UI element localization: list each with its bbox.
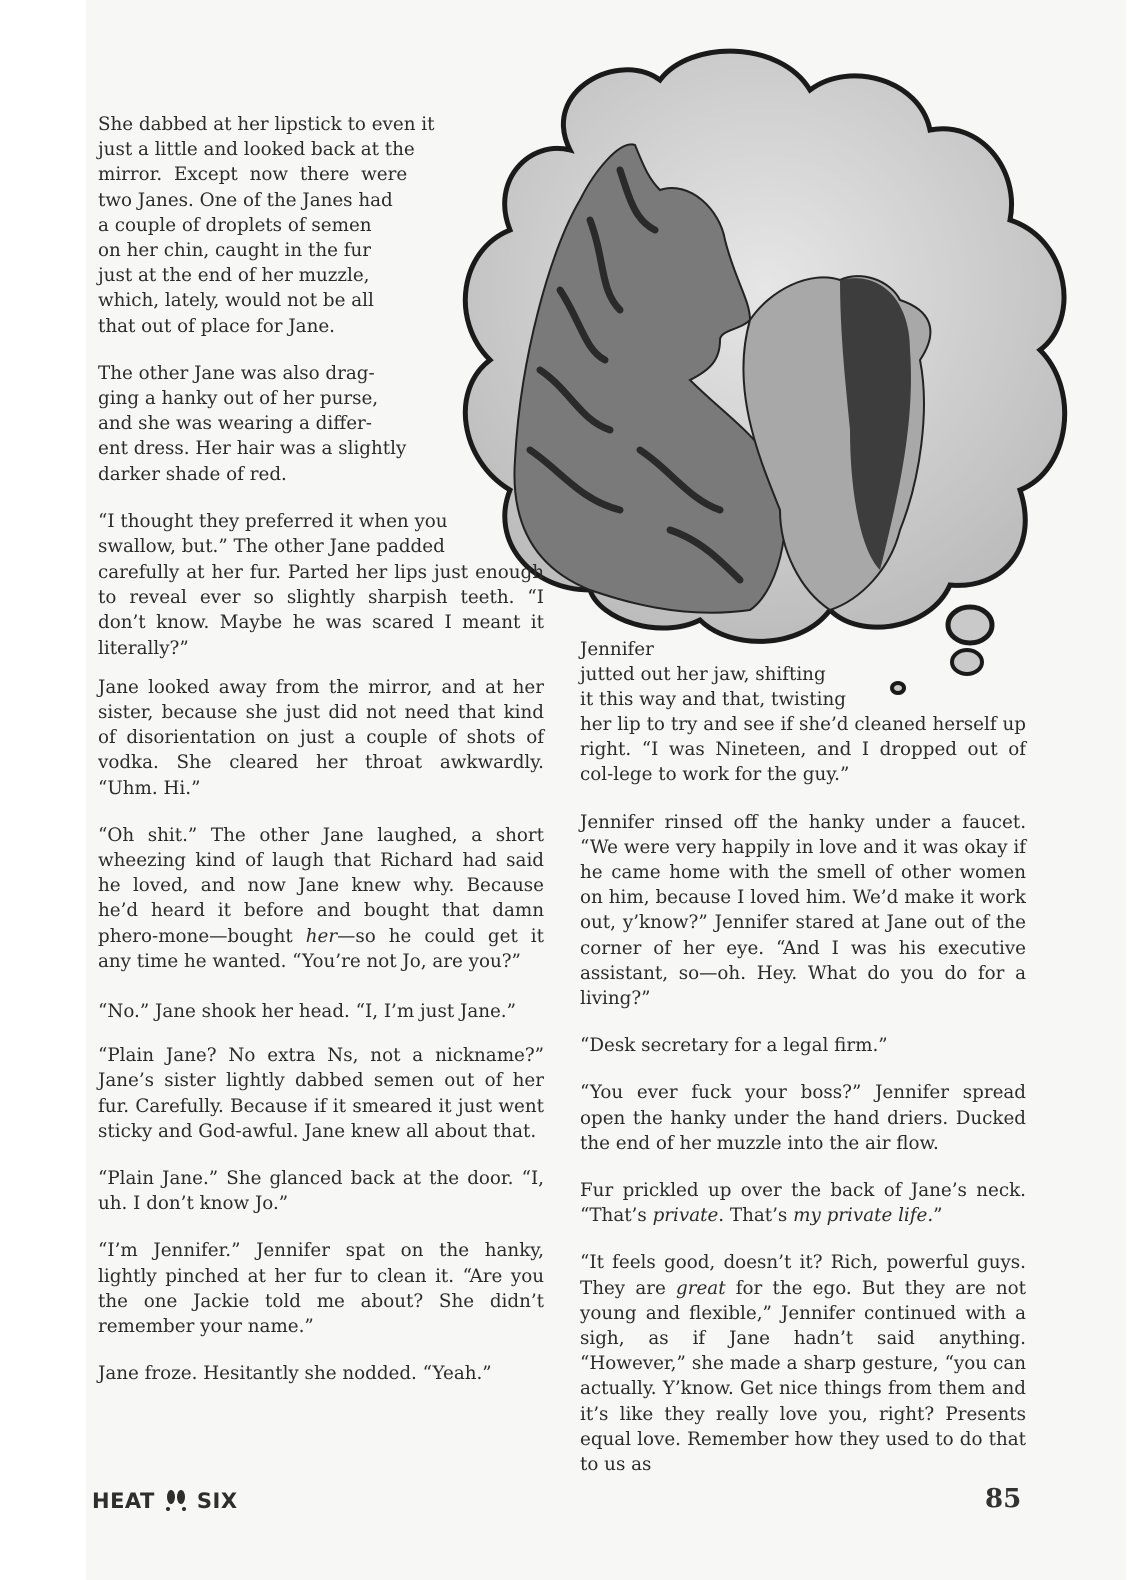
text-line: “I thought they preferred it when you <box>98 510 448 532</box>
emphasis: her <box>305 925 338 947</box>
text-line: and she was wearing a differ- <box>98 413 372 435</box>
text-line: ent dress. Her hair was a slightly <box>98 438 407 460</box>
paragraph: “You ever fuck your boss?” Jennifer spread open the hanky under the hand driers. Ducked the end of her muzzle into the air flow. <box>580 1082 1026 1154</box>
paragraph <box>98 823 544 974</box>
right-column-top <box>580 637 880 713</box>
paragraph <box>98 112 438 339</box>
text-line: it this way and that, twisting <box>580 689 846 711</box>
paragraph: “Plain Jane? No extra Ns, not a nickname?” Jane’s sister lightly dabbed semen out of her fur. Carefully. Because if it smeared it just went sticky and God-awful. Jane knew all about that. <box>98 1045 544 1142</box>
text-span: . That’s <box>718 1205 794 1227</box>
paragraph <box>98 361 438 487</box>
thought-dot-small <box>892 683 904 693</box>
paragraph: Jane froze. Hesitantly she nodded. “Yeah.” <box>98 1363 492 1385</box>
text-line: that out of place for Jane. <box>98 315 335 337</box>
text-line: She dabbed at her lipstick to even it <box>98 114 435 135</box>
magazine-name-left: HEAT <box>92 1489 155 1513</box>
left-column-bottom <box>98 560 544 1386</box>
text-span: for the ego. But they are not young and flexible,” Jennifer continued with a sigh, as if Jane hadn’t said anything. “However,” she made a sharp gesture, “you can actually. Y’know. Get nice things from them and it’s like they really love you, right? Presents equal love. Remember how they used to do that to us as <box>580 1277 1026 1476</box>
text-line: The other Jane was also drag- <box>98 362 375 384</box>
text-line: just at the end of her muzzle, <box>98 265 370 287</box>
text-span: —so he could get it any time he wanted. “You’re not Jo, are you?” <box>98 925 544 972</box>
text-line: darker shade of red. <box>98 463 287 485</box>
text-line: just a little and looked back at the <box>98 139 415 161</box>
text-line: on her chin, caught in the fur <box>98 240 371 262</box>
text-span: “It feels good, doesn’t it? Rich, powerful guys. They are <box>580 1252 1026 1299</box>
paragraph <box>98 509 448 559</box>
emphasis: great <box>676 1277 726 1299</box>
text-span: ” <box>933 1205 943 1227</box>
paragraph: Jennifer rinsed off the hanky under a faucet. “We were very happily in love and it was okay if he came home with the smell of other women on him, because I loved him. We’d make it work out, y’know?” Jennifer stared at Jane out of the corner of her eye. “And I was his executive assistant, so—oh. Hey. What do you do for a living?” <box>580 811 1026 1010</box>
text-line: Jennifer <box>580 639 654 660</box>
paw-print-icon <box>165 1488 187 1514</box>
paragraph <box>580 1250 1026 1477</box>
emphasis: my private life. <box>793 1205 934 1227</box>
paragraph: her lip to try and see if she’d cleaned herself up right. “I was Nineteen, and I dropped out of col-lege to work for the guy.” <box>580 714 1026 786</box>
paragraph: “I’m Jennifer.” Jennifer spat on the hanky, lightly pinched at her fur to clean it. “Are you the one Jackie told me about? She didn’t remember your name.” <box>98 1240 544 1338</box>
text-line: mirror. Except now there were <box>98 164 408 186</box>
magazine-name-right: SIX <box>196 1489 238 1513</box>
paragraph: “No.” Jane shook her head. “I, I’m just Jane.” <box>98 1001 516 1023</box>
text-line: two Janes. One of the Janes had <box>98 189 393 211</box>
text-line: a couple of droplets of semen <box>98 214 372 236</box>
paragraph: Jane looked away from the mirror, and at her sister, because she just did not need that kind of disorientation on just a couple of shots of vodka. She cleared her throat awkwardly. “Uhm. Hi.” <box>98 676 544 799</box>
paragraph: carefully at her fur. Parted her lips just enough to reveal ever so slightly sharpish teeth. “I don’t know. Maybe he was scared I meant it literally?” <box>98 562 544 659</box>
text-line: swallow, but.” The other Jane padded <box>98 536 445 558</box>
thought-dot-medium <box>952 650 982 674</box>
page-number: 85 <box>985 1484 1022 1514</box>
paragraph: “Desk secretary for a legal firm.” <box>580 1035 888 1057</box>
text-line: jutted out her jaw, shifting <box>580 664 826 686</box>
left-column-top <box>98 112 448 559</box>
emphasis: private <box>652 1205 719 1227</box>
text-line: ging a hanky out of her purse, <box>98 388 379 410</box>
right-column-bottom <box>580 712 1026 1477</box>
thought-dot-large <box>948 607 992 643</box>
paragraph <box>580 1178 1026 1228</box>
text-span: Fur prickled up over the back of Jane’s neck. “That’s <box>580 1180 1026 1227</box>
text-line: which, lately, would not be all <box>98 290 374 312</box>
magazine-footer-logo <box>92 1488 238 1514</box>
paragraph: “Plain Jane.” She glanced back at the door. “I, uh. I don’t know Jo.” <box>98 1168 544 1215</box>
text-span: “Oh shit.” The other Jane laughed, a short wheezing kind of laugh that Richard had said he loved, and now Jane knew why. Because he’d heard it before and bought that damn phero-mone—bought <box>98 824 544 947</box>
